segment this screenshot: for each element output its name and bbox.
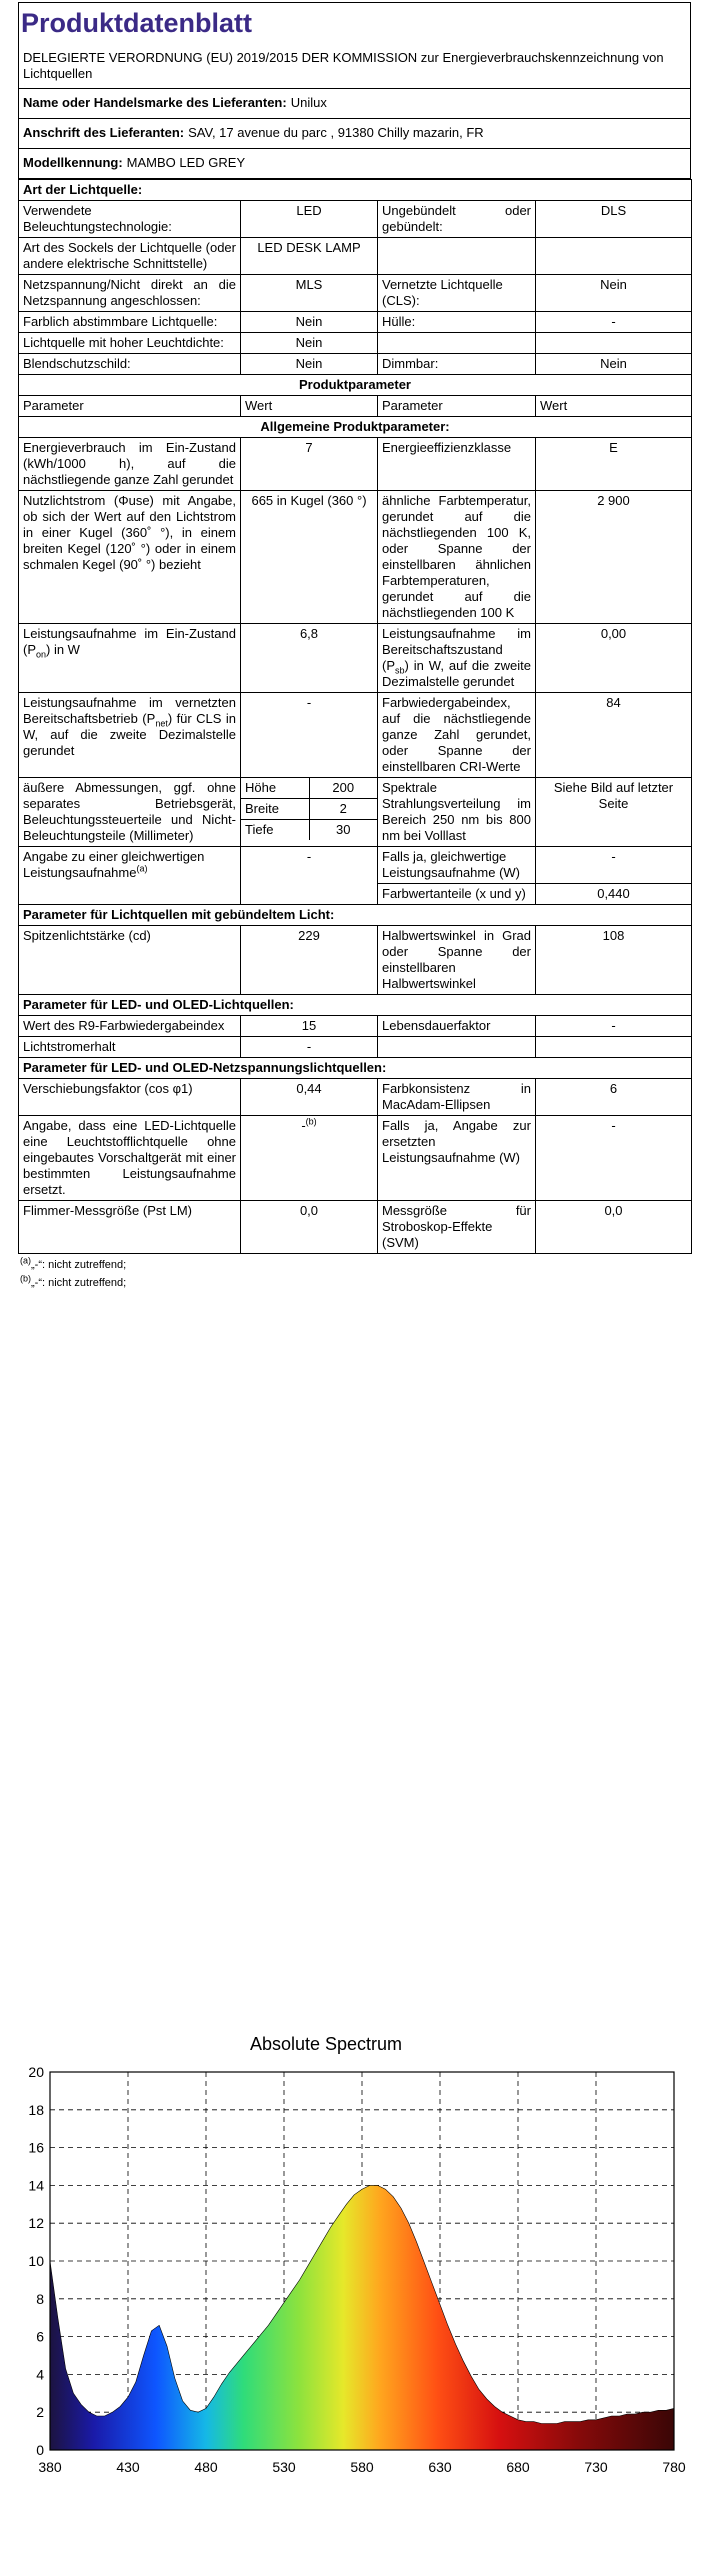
table-row bbox=[19, 438, 692, 491]
connected-value: Nein bbox=[536, 275, 692, 312]
y-tick-label-6: 12 bbox=[28, 2215, 44, 2232]
survival-value: - bbox=[536, 1016, 692, 1037]
chroma-value: 0,440 bbox=[536, 884, 692, 905]
x-tick-label-3: 530 bbox=[272, 2459, 296, 2475]
r9-value: 15 bbox=[241, 1016, 378, 1037]
efficiency-value: E bbox=[536, 438, 692, 491]
equiv-power-label: Angabe zu einer gleichwertigen Leistungsaufnahme$^{(a)}$ bbox=[19, 847, 241, 905]
table-row bbox=[19, 333, 692, 354]
beam-value: 108 bbox=[536, 926, 692, 995]
flicker-value: 0,0 bbox=[241, 1201, 378, 1254]
technology-label: Verwendete Beleuchtungstechnologie: bbox=[19, 201, 241, 238]
x-tick-label-1: 430 bbox=[116, 2459, 140, 2475]
cri-value: 84 bbox=[536, 693, 692, 778]
column-header-row bbox=[19, 396, 692, 417]
svm-value: 0,0 bbox=[536, 1201, 692, 1254]
cct-value: 2 900 bbox=[536, 491, 692, 624]
footnote-a: $^{(a)}$„-“: nicht zutreffend; bbox=[20, 1255, 127, 1271]
equiv-power-value: - bbox=[241, 847, 378, 905]
x-tick-label-8: 780 bbox=[662, 2459, 686, 2475]
depth-label: Tiefe bbox=[241, 820, 309, 841]
table-row bbox=[19, 1037, 692, 1058]
connected-label: Vernetzte Lichtquelle (CLS): bbox=[378, 275, 536, 312]
bundled-value: DLS bbox=[536, 201, 692, 238]
regulation-subtitle: DELEGIERTE VERORDNUNG (EU) 2019/2015 DER KOMMISSION zur Energieverbrauchskennzeichnung von Lichtquellen bbox=[18, 46, 691, 89]
envelope-label: Hülle: bbox=[378, 312, 536, 333]
footnote-b: $^{(b)}$„-“: nicht zutreffend; bbox=[20, 1273, 127, 1289]
col-value-2: Wert bbox=[536, 396, 692, 417]
energy-label: Energieverbrauch im Ein-Zustand (kWh/1000 h), auf die nächstliegende ganze Zahl gerundet bbox=[19, 438, 241, 491]
table-row bbox=[19, 1201, 692, 1254]
maintenance-label: Lichtstromerhalt bbox=[19, 1037, 241, 1058]
color-tunable-label: Farblich abstimmbare Lichtquelle: bbox=[19, 312, 241, 333]
flux-label: Nutzlichtstrom (Φuse) mit Angabe, ob sich der Wert auf den Lichtstrom in einer Kugel (360˚ °), in einem breiten Kegel (120˚ °) oder in einem schmalen Kegel (90˚ °) bezieht bbox=[19, 491, 241, 624]
dimmable-value: Nein bbox=[536, 354, 692, 375]
table-row bbox=[19, 693, 692, 778]
y-tick-label-1: 2 bbox=[36, 2404, 44, 2421]
table-row bbox=[19, 312, 692, 333]
model-row bbox=[18, 149, 691, 179]
y-tick-label-0: 0 bbox=[36, 2442, 44, 2458]
replace-yes-value: - bbox=[536, 1116, 692, 1201]
table-row bbox=[19, 354, 692, 375]
efficiency-label: Energieeffizienzklasse bbox=[378, 438, 536, 491]
supplier-address-label: Anschrift des Lieferanten: bbox=[23, 125, 185, 140]
net-standby-label: Leistungsaufnahme im vernetzten Bereitschaftsbetrieb $(P_{net})$ für CLS in W, auf die zweite Dezimalstelle gerundet bbox=[19, 693, 241, 778]
product-data-sheet bbox=[18, 2, 691, 1290]
x-tick-label-4: 580 bbox=[350, 2459, 374, 2475]
net-standby-value: - bbox=[241, 693, 378, 778]
height-label: Höhe bbox=[241, 778, 309, 799]
envelope-value: - bbox=[536, 312, 692, 333]
power-on-value: 6,8 bbox=[241, 624, 378, 693]
table-row bbox=[19, 1016, 692, 1037]
replace-label: Angabe, dass eine LED-Lichtquelle eine Leuchtstofflichtquelle ohne eingebautes Vorschaltgerät mit einer bestimmten Leistungsaufnahme ersetzt. bbox=[19, 1116, 241, 1201]
standby-label: Leistungsaufnahme im Bereitschaftszustand $(P_{sb})$ in W, auf die zweite Dezimalstelle gerundet bbox=[378, 624, 536, 693]
beam-label: Halbwertswinkel in Grad oder Spanne der einstellbaren Halbwertswinkel bbox=[378, 926, 536, 995]
page-title: Produktdatenblatt bbox=[18, 2, 691, 46]
high-luminance-label: Lichtquelle mit hoher Leuchtdichte: bbox=[19, 333, 241, 354]
x-tick-label-2: 480 bbox=[194, 2459, 218, 2475]
x-tick-label-7: 730 bbox=[584, 2459, 608, 2475]
antiglare-label: Blendschutzschild: bbox=[19, 354, 241, 375]
led-oled-heading: Parameter für LED- und OLED-Lichtquellen: bbox=[19, 995, 692, 1016]
equiv-yes-value: - bbox=[536, 847, 692, 884]
table-row bbox=[19, 1079, 692, 1116]
table-row bbox=[19, 275, 692, 312]
pf-label: Verschiebungsfaktor (cos φ1) bbox=[19, 1079, 241, 1116]
svm-label: Messgröße für Stroboskop-Effekte (SVM) bbox=[378, 1201, 536, 1254]
y-tick-label-5: 10 bbox=[28, 2253, 44, 2269]
cri-label: Farbwiedergabeindex, auf die nächstliegende ganze Zahl gerundet, oder Spanne der einstellbaren CRI-Werte bbox=[378, 693, 536, 778]
general-parameters-heading: Allgemeine Produktparameter: bbox=[19, 417, 692, 438]
chart-title: Absolute Spectrum bbox=[249, 2034, 403, 2054]
x-axis-ticks bbox=[38, 2459, 686, 2475]
dims-values bbox=[241, 778, 378, 847]
col-value-1: Wert bbox=[241, 396, 378, 417]
y-tick-label-2: 4 bbox=[36, 2366, 44, 2383]
r9-label: Wert des R9-Farbwiedergabeindex bbox=[19, 1016, 241, 1037]
technology-value: LED bbox=[241, 201, 378, 238]
dims-label: äußere Abmessungen, ggf. ohne separates Betriebsgerät, Beleuchtungssteuerteile und Nicht-Beleuchtungsteile (Millimeter) bbox=[19, 778, 241, 847]
height-value: 200 bbox=[309, 778, 377, 799]
col-param-1: Parameter bbox=[19, 396, 241, 417]
y-tick-label-8: 16 bbox=[28, 2139, 44, 2156]
table-row bbox=[19, 1116, 692, 1201]
chroma-label: Farbwertanteile (x und y) bbox=[378, 884, 536, 905]
table-row bbox=[19, 926, 692, 995]
supplier-name-label: Name oder Handelsmarke des Lieferanten: bbox=[23, 95, 287, 110]
table-row bbox=[19, 624, 692, 693]
product-parameters-heading: Produktparameter bbox=[19, 375, 692, 396]
flicker-label: Flimmer-Messgröße (Pst LM) bbox=[19, 1201, 241, 1254]
maintenance-value: - bbox=[241, 1037, 378, 1058]
bundled-label: Ungebündelt oder gebündelt: bbox=[378, 201, 536, 238]
y-axis-ticks bbox=[28, 2064, 44, 2458]
spectral-label: Spektrale Strahlungsverteilung im Bereich 250 nm bis 800 nm bei Volllast bbox=[378, 778, 536, 847]
table-row bbox=[19, 201, 692, 238]
spectrum-area bbox=[50, 2185, 674, 2450]
data-table bbox=[18, 179, 692, 1254]
flux-value: 665 in Kugel (360 °) bbox=[241, 491, 378, 624]
led-mains-heading: Parameter für LED- und OLED-Netzspannungslichtquellen: bbox=[19, 1058, 692, 1079]
equiv-yes-label: Falls ja, gleichwertige Leistungsaufnahme (W) bbox=[378, 847, 536, 884]
directional-heading: Parameter für Lichtquellen mit gebündeltem Licht: bbox=[19, 905, 692, 926]
socket-value: LED DESK LAMP bbox=[241, 238, 378, 275]
color-tunable-value: Nein bbox=[241, 312, 378, 333]
table-row bbox=[19, 778, 692, 847]
antiglare-value: Nein bbox=[241, 354, 378, 375]
x-tick-label-6: 680 bbox=[506, 2459, 530, 2475]
spectrum-chart bbox=[0, 2004, 706, 2560]
supplier-name-value: Unilux bbox=[290, 95, 327, 110]
cct-label: ähnliche Farbtemperatur, gerundet auf die nächstliegenden 100 K, oder Spanne der einstellbaren ähnlichen Farbtemperaturen, gerundet auf die nächstliegenden 100 K bbox=[378, 491, 536, 624]
y-tick-label-10: 20 bbox=[28, 2064, 44, 2080]
model-value: MAMBO LED GREY bbox=[126, 155, 246, 170]
mains-value: MLS bbox=[241, 275, 378, 312]
light-type-heading: Art der Lichtquelle: bbox=[19, 180, 692, 201]
x-tick-label-0: 380 bbox=[38, 2459, 62, 2475]
macadam-label: Farbkonsistenz in MacAdam-Ellipsen bbox=[378, 1079, 536, 1116]
replace-value: -$^{(b)}$ bbox=[241, 1116, 378, 1201]
supplier-address-row bbox=[18, 119, 691, 149]
depth-value: 30 bbox=[336, 822, 351, 837]
peak-label: Spitzenlichtstärke (cd) bbox=[19, 926, 241, 995]
socket-label: Art des Sockels der Lichtquelle (oder andere elektrische Schnittstelle) bbox=[19, 238, 241, 275]
macadam-value: 6 bbox=[536, 1079, 692, 1116]
table-row bbox=[19, 238, 692, 275]
y-tick-label-7: 14 bbox=[28, 2177, 44, 2194]
high-luminance-value: Nein bbox=[241, 333, 378, 354]
survival-label: Lebensdauerfaktor bbox=[378, 1016, 536, 1037]
col-param-2: Parameter bbox=[378, 396, 536, 417]
table-row bbox=[19, 491, 692, 624]
y-tick-label-9: 18 bbox=[28, 2101, 44, 2118]
table-row bbox=[19, 847, 692, 884]
pf-value: 0,44 bbox=[241, 1079, 378, 1116]
supplier-address-value: SAV, 17 avenue du parc , 91380 Chilly mazarin, FR bbox=[188, 125, 484, 140]
y-tick-label-3: 6 bbox=[36, 2328, 44, 2345]
dimmable-label: Dimmbar: bbox=[378, 354, 536, 375]
replace-yes-label: Falls ja, Angabe zur ersetzten Leistungsaufnahme (W) bbox=[378, 1116, 536, 1201]
peak-value: 229 bbox=[241, 926, 378, 995]
width-value: 2 bbox=[309, 799, 377, 820]
supplier-name-row bbox=[18, 89, 691, 119]
spectral-value: Siehe Bild auf letzter Seite bbox=[536, 778, 692, 847]
energy-value: 7 bbox=[241, 438, 378, 491]
power-on-label: Leistungsaufnahme im Ein-Zustand $(P_{on})$ in W bbox=[19, 624, 241, 693]
standby-value: 0,00 bbox=[536, 624, 692, 693]
y-tick-label-4: 8 bbox=[36, 2290, 44, 2307]
mains-label: Netzspannung/Nicht direkt an die Netzspannung angeschlossen: bbox=[19, 275, 241, 312]
model-label: Modellkennung: bbox=[23, 155, 123, 170]
x-tick-label-5: 630 bbox=[428, 2459, 452, 2475]
width-label: Breite bbox=[241, 799, 309, 820]
